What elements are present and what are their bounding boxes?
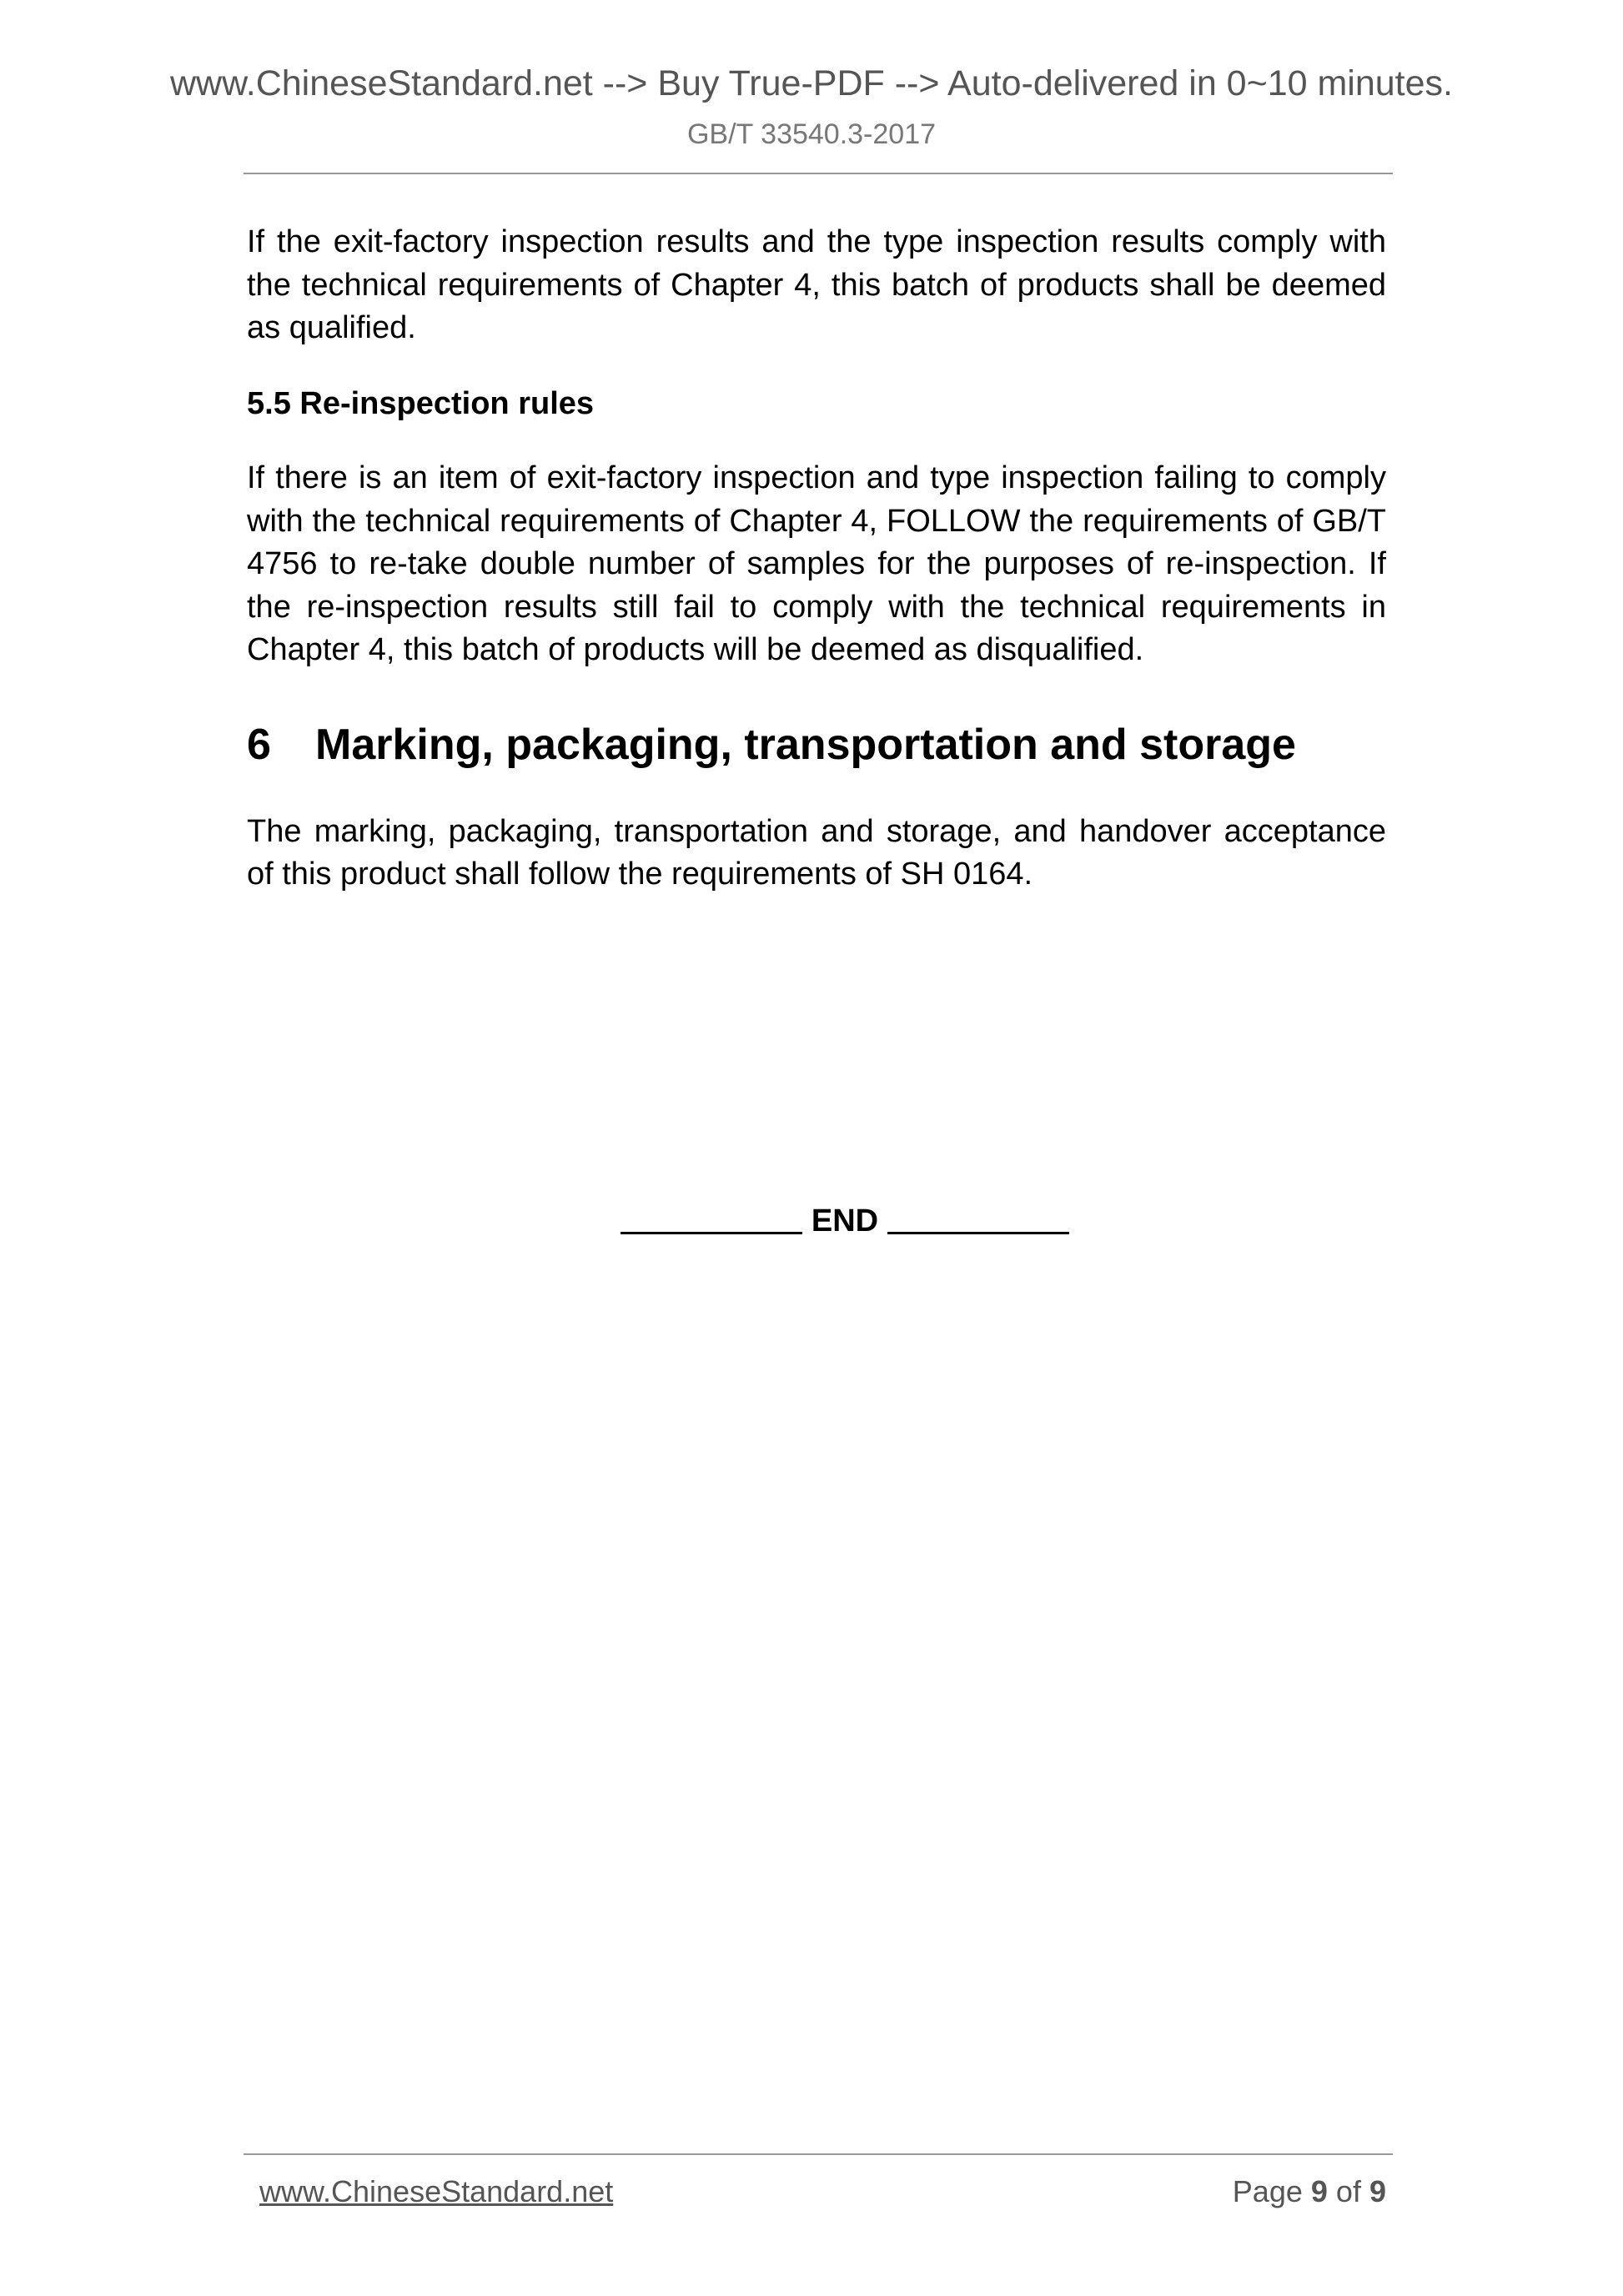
chapter-heading-6 — [247, 716, 1386, 774]
page-current: 9 — [1310, 2174, 1328, 2208]
page-of: of — [1335, 2174, 1361, 2208]
page-number — [1233, 2174, 1386, 2209]
page-total: 9 — [1369, 2174, 1386, 2208]
chapter-title: Marking, packaging, transportation and storage — [315, 720, 1296, 769]
paragraph-reinspection: If there is an item of exit-factory inspection and type inspection failing to comply with the technical requirements of Chapter 4, FOLLOW the requirements of GB/T 4756 to re-take double number of samples for the purposes of re-inspection. If the re-inspection results still fail to comply with the technical requirements in Chapter 4, this batch of products will be deemed as disqualified. — [247, 460, 1386, 667]
end-label: END — [811, 1203, 879, 1238]
page-prefix: Page — [1232, 2174, 1303, 2208]
header-divider — [244, 173, 1393, 174]
header-banner: www.ChineseStandard.net --> Buy True-PDF --> Auto-delivered in 0~10 minutes. — [169, 63, 1453, 103]
section-heading-5-5: 5.5 Re-inspection rules — [247, 385, 595, 421]
document-body — [247, 221, 1386, 897]
footer-divider — [244, 2153, 1393, 2155]
document-id: GB/T 33540.3-2017 — [686, 118, 937, 150]
footer-website-link[interactable]: www.ChineseStandard.net — [259, 2174, 614, 2208]
paragraph-qualification: If the exit-factory inspection results and the type inspection results comply with the technical requirements of Chapter 4, this batch of products shall be deemed as qualified. — [247, 224, 1386, 345]
end-rule-right — [887, 1232, 1069, 1234]
chapter-number: 6 — [247, 720, 271, 769]
paragraph-marking: The marking, packaging, transportation and storage, and handover acceptance of this product shall follow the requirements of SH 0164. — [247, 813, 1386, 892]
end-marker — [0, 1203, 1623, 1239]
end-rule-left — [621, 1232, 802, 1234]
